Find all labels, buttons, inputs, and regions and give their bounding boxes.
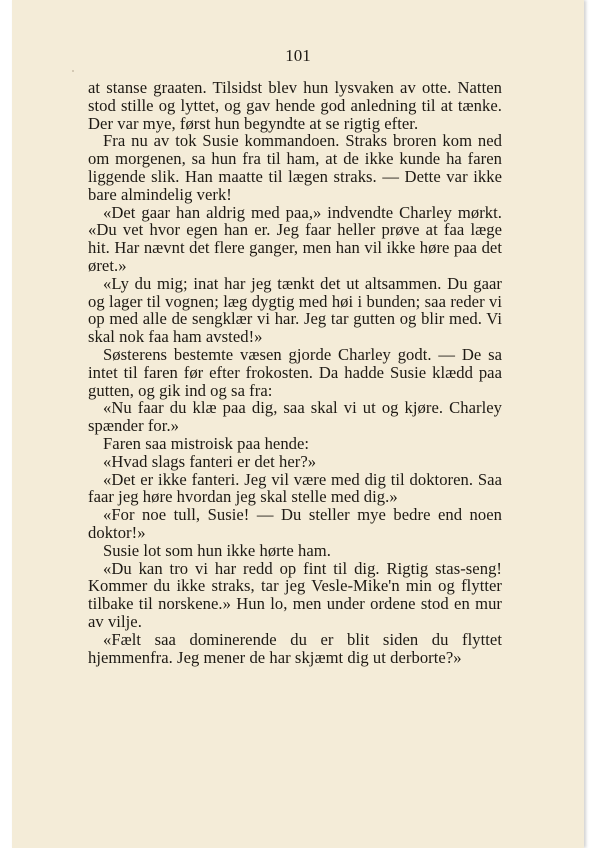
paragraph: «Det er ikke fanteri. Jeg vil være med dig til doktoren. Saa faar jeg høre hvordan jeg skal stelle med dig.» <box>88 469 502 507</box>
paragraph: Søsterens bestemte væsen gjorde Charley godt. — De sa intet til faren før efter frokosten. Da hadde Susie klædd paa gutten, og gik ind og sa fra: <box>88 344 502 400</box>
paragraph: Susie lot som hun ikke hørte ham. <box>103 540 331 560</box>
paragraph: «Det gaar han aldrig med paa,» indvendte Charley mørkt. «Du vet hvor egen han er. Jeg faar heller prøve at faa læge hit. Har nævnt det flere ganger, men han vil ikke høre paa det øret.» <box>88 202 502 275</box>
body-text <box>88 79 502 666</box>
book-page <box>12 0 584 848</box>
paper-speck <box>72 70 74 72</box>
page-number: 101 <box>285 46 311 65</box>
paragraph: Faren saa mistroisk paa hende: <box>103 433 310 453</box>
paragraph: «For noe tull, Susie! — Du steller mye bedre end noen doktor!» <box>88 505 502 542</box>
paragraph: «Nu faar du klæ paa dig, saa skal vi ut og kjøre. Charley spænder for.» <box>88 398 502 436</box>
paragraph: Fra nu av tok Susie kommandoen. Straks broren kom ned om morgenen, sa hun fra til ham, at de ikke kunde ha faren liggende slik. Han maatte til lægen straks. — Dette var ikke bare almindelig verk! <box>88 131 502 204</box>
paragraph: «Fælt saa dominerende du er blit siden du flyttet hjemmenfra. Jeg mener de har skjæmt dig ut derborte?» <box>88 629 502 667</box>
paragraph: «Hvad slags fanteri er det her?» <box>103 451 317 471</box>
paragraph: «Ly du mig; inat har jeg tænkt det ut altsammen. Du gaar og lager til vognen; læg dygtig med høi i bunden; saa reder vi op med alle de sengklær vi har. Jeg tar gutten og blir med. Vi skal nok faa ham avsted!» <box>88 273 502 347</box>
paragraph: «Du kan tro vi har redd op fint til dig. Rigtig stas-seng! Kommer du ikke straks, tar jeg Vesle-Mike'n min og flytter tilbake til norskene.» Hun lo, men under ordene stod en mur av vilje. <box>88 558 502 631</box>
paragraph: at stanse graaten. Tilsidst blev hun lysvaken av otte. Natten stod stille og lyttet, og gav hende god anledning til at tænke. Der var mye, først hun begyndte at se rigtig efter. <box>88 78 502 133</box>
